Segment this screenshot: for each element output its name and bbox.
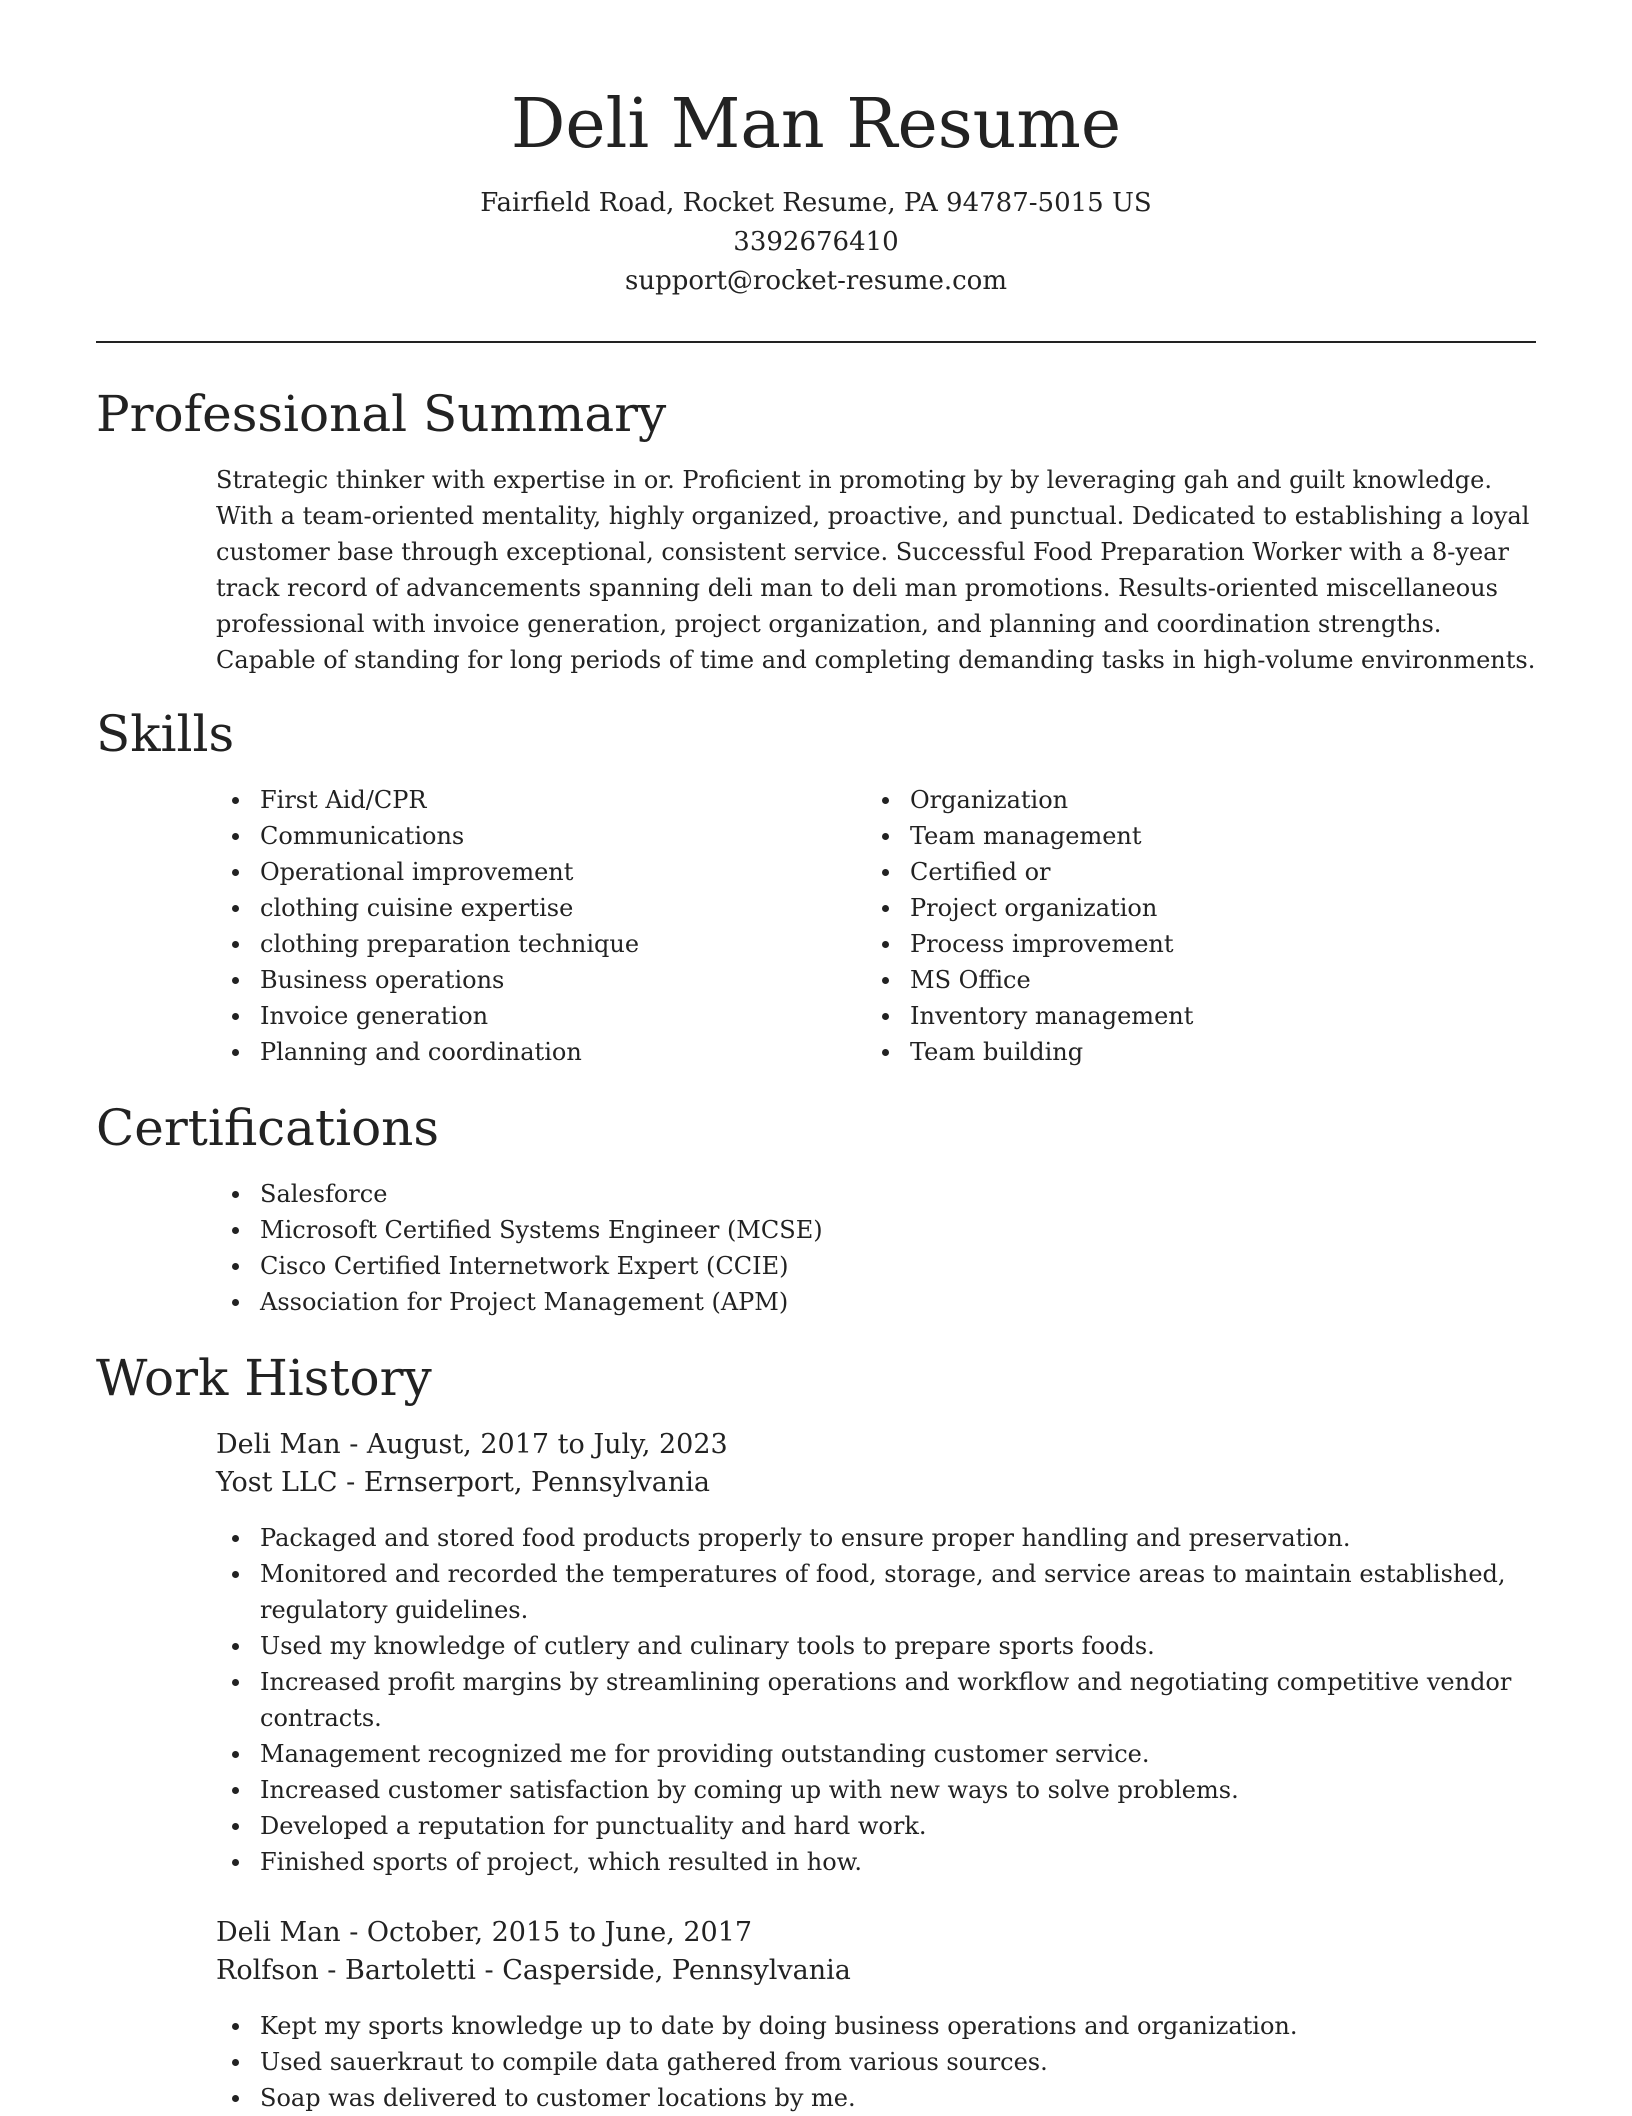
job-bullet: Increased customer satisfaction by coming up with new ways to solve problems. — [216, 1772, 1536, 1808]
resume-header — [96, 80, 1536, 301]
skills-list-left — [216, 782, 836, 1070]
skill-item: Team management — [866, 818, 1486, 854]
skill-item: clothing cuisine expertise — [216, 890, 836, 926]
certification-item: Salesforce — [216, 1176, 1536, 1212]
summary-text: Strategic thinker with expertise in or. Proficient in promoting by by leveraging gah and guilt knowledge. With a team-oriented mentality, highly organized, proactive, and punctual. Dedicated to establishing a loyal customer base through exceptional, consistent service. Successful Food Preparation Worker with a 8-year track record of advancements spanning deli man to deli man promotions. Results-oriented miscellaneous professional with invoice generation, project organization, and planning and coordination strengths. Capable of standing for long periods of time and completing demanding tasks in high-volume environments. — [216, 466, 1536, 674]
job-bullet: Kept my sports knowledge up to date by doing business operations and organization. — [216, 2008, 1536, 2044]
certification-item: Association for Project Management (APM) — [216, 1284, 1536, 1320]
job-bullet-list — [216, 1520, 1536, 1880]
skill-item: Organization — [866, 782, 1486, 818]
certification-item: Microsoft Certified Systems Engineer (MCSE) — [216, 1212, 1536, 1248]
contact-email: support@rocket-resume.com — [624, 266, 1007, 296]
skill-item: Process improvement — [866, 926, 1486, 962]
skill-item: Invoice generation — [216, 998, 836, 1034]
work-history-heading: Work History — [96, 1349, 432, 1407]
job-bullet: Finished sports of project, which resulted in how. — [216, 1844, 1536, 1880]
job-bullet: Used sauerkraut to compile data gathered from various sources. — [216, 2044, 1536, 2080]
certifications-list — [216, 1176, 1536, 1320]
skills-heading: Skills — [96, 705, 235, 763]
job-title-line: Deli Man - August, 2017 to July, 2023 — [216, 1429, 728, 1460]
certification-item: Cisco Certified Internetwork Expert (CCIE) — [216, 1248, 1536, 1284]
certifications-heading: Certifications — [96, 1099, 440, 1157]
job-header — [216, 1426, 728, 1502]
summary-heading: Professional Summary — [96, 385, 667, 443]
skill-item: Communications — [216, 818, 836, 854]
job-bullet: Monitored and recorded the temperatures of food, storage, and service areas to maintain established, regulatory guidelines. — [216, 1556, 1536, 1628]
job-bullet: Packaged and stored food products properly to ensure proper handling and preservation. — [216, 1520, 1536, 1556]
skill-item: Project organization — [866, 890, 1486, 926]
job-company-line: Rolfson - Bartoletti - Casperside, Pennsylvania — [216, 1955, 851, 1986]
job-bullet: Soap was delivered to customer locations by me. — [216, 2080, 1536, 2116]
skill-item: Certified or — [866, 854, 1486, 890]
skill-item: Operational improvement — [216, 854, 836, 890]
skill-item: First Aid/CPR — [216, 782, 836, 818]
job-bullet: Used my knowledge of cutlery and culinary tools to prepare sports foods. — [216, 1628, 1536, 1664]
job-company-line: Yost LLC - Ernserport, Pennsylvania — [216, 1467, 710, 1498]
skill-item: MS Office — [866, 962, 1486, 998]
skill-item: Business operations — [216, 962, 836, 998]
skill-item: Team building — [866, 1034, 1486, 1070]
header-divider — [96, 341, 1536, 343]
job-bullet-list — [216, 2008, 1536, 2116]
job-bullet: Management recognized me for providing outstanding customer service. — [216, 1736, 1536, 1772]
contact-phone: 3392676410 — [733, 227, 899, 257]
job-title-line: Deli Man - October, 2015 to June, 2017 — [216, 1917, 753, 1948]
job-header — [216, 1914, 851, 1990]
skill-item: Inventory management — [866, 998, 1486, 1034]
skills-list-right — [866, 782, 1486, 1070]
job-bullet: Increased profit margins by streamlining operations and workflow and negotiating competitive vendor contracts. — [216, 1664, 1536, 1736]
resume-title: Deli Man Resume — [510, 85, 1122, 164]
contact-address: Fairfield Road, Rocket Resume, PA 94787-5015 US — [480, 188, 1152, 218]
skill-item: Planning and coordination — [216, 1034, 836, 1070]
job-bullet: Developed a reputation for punctuality and hard work. — [216, 1808, 1536, 1844]
skill-item: clothing preparation technique — [216, 926, 836, 962]
